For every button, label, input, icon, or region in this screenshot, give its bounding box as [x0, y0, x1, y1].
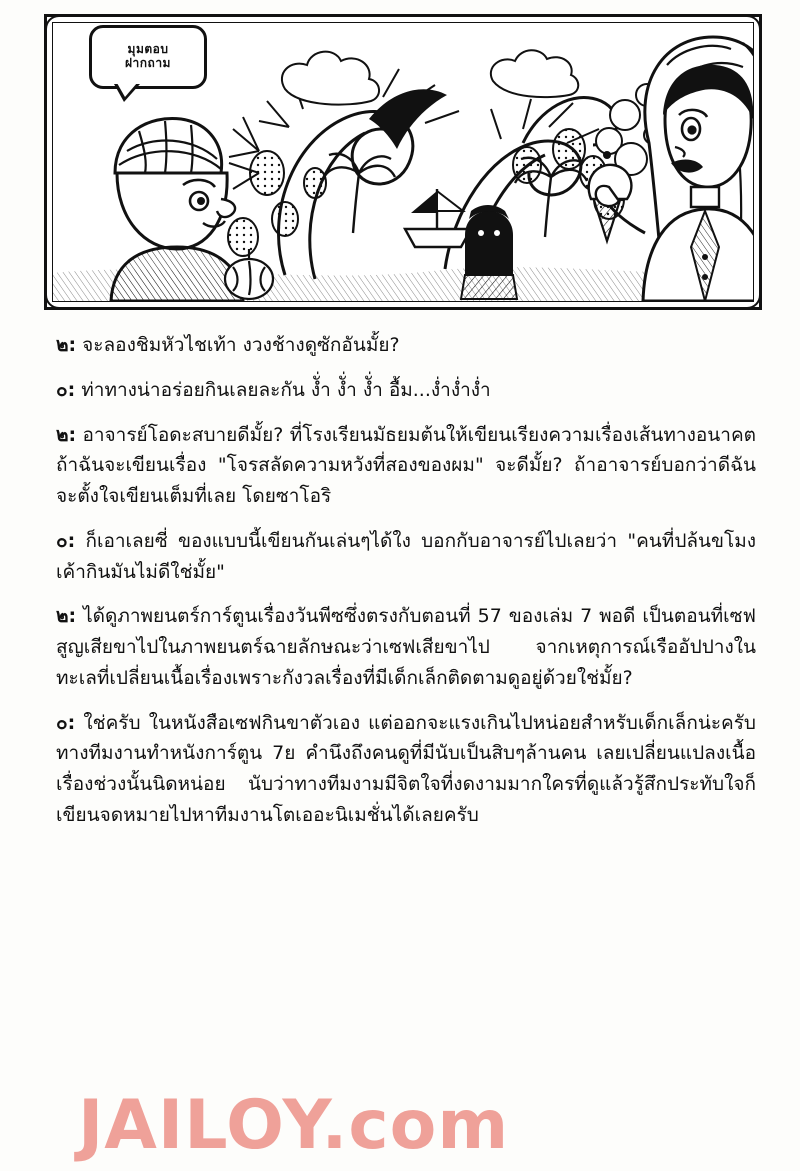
qa-entry [56, 526, 756, 588]
qa-body: จะลองชิมหัวไชเท้า งวงช้างดูซักอันมั้ย? [82, 334, 400, 356]
qa-line [56, 375, 756, 406]
qa-line [56, 708, 763, 831]
qa-entry [56, 601, 756, 693]
qa-body: ใช่ครับ ในหนังสือเซฟกินขาตัวเอง แต่ออกจะแรงเกินไปหน่อยสำหรับเด็กเล็กน่ะครับ ทางทีมงานทำหนังการ์ตูน 7ย คำนึงถึงคนดูที่มีนับเป็นสิบๆล้านคน เลยเปลี่ยนแปลงเนื้อเรื่องช่วงนั้นนิดหน่อย นับว่าทางทีมงามมีจิตใจที่งดงามมากใครที่ดูแล้วรู้สึกประทับใจก็เขียนจดหมายไปหาทีมงานโตเออะนิเมชั่นได้เลยครับ [56, 711, 763, 826]
panel-title-line2: ฝากถาม [125, 56, 171, 70]
qa-marker: ๐: [56, 378, 76, 401]
qa-entry [56, 375, 756, 406]
qa-section [56, 330, 763, 845]
qa-line [56, 526, 756, 588]
qa-entry [56, 330, 756, 361]
qa-body: ก็เอาเลยซี่ ของแบบนี้เขียนกันเล่นๆได้ใง บอกกับอาจารย์ไปเลยว่า "คนที่ปล้นขโมงเค้ากินมันไม่ดีใช่มั้ย" [56, 529, 757, 583]
qa-entry [56, 708, 763, 831]
qa-marker: ๒: [56, 423, 77, 446]
site-watermark: JAILOY.com [78, 1086, 510, 1165]
qa-marker: ๒: [56, 334, 77, 356]
qa-marker: ๒: [56, 605, 77, 628]
qa-body: อาจารย์โอดะสบายดีมั้ย? ที่โรงเรียนมัธยมต้นให้เขียนเรียงความเรื่องเส้นทางอนาคต ถ้าฉันจะเขียนเรื่อง "โจรสลัดความหวังที่สองของผม" จะดีมั้ย? ถ้าอาจารย์บอกว่าดีฉันจะตั้งใจเขียนเต็มที่เลย โดยซาโอริ [56, 423, 763, 508]
qa-line [56, 330, 756, 361]
qa-line [56, 420, 763, 512]
qa-body: ท่าทางน่าอร่อยกินเลยละกัน งั่ำ งั่ำ งั่ำ อื้ม...ง่ำง่ำง่ำ [81, 378, 491, 401]
qa-marker: ๐: [56, 711, 76, 734]
qa-line [56, 601, 756, 693]
qa-entry [56, 420, 763, 512]
panel-title-line1: มุมตอบ [127, 42, 169, 57]
qa-body: ได้ดูภาพยนตร์การ์ตูนเรื่องวันพีซซึ่งตรงกับตอนที่ 57 ของเล่ม 7 พอดี เป็นตอนที่เซฟสูญเสียขาไปในภาพยนตร์ฉายลักษณะว่าเซฟเสียขาไป จากเหตุการณ์เรืออัปปางในทะเลที่เปลี่ยนเนื้อเรื่องเพราะกังวลเรื่องที่มีเด็กเล็กติดตามดูอยู่ด้วยใช่มั้ย? [56, 605, 756, 689]
panel-title-bubble [89, 25, 207, 89]
manga-panel [44, 14, 762, 310]
qa-marker: ๐: [56, 529, 76, 552]
